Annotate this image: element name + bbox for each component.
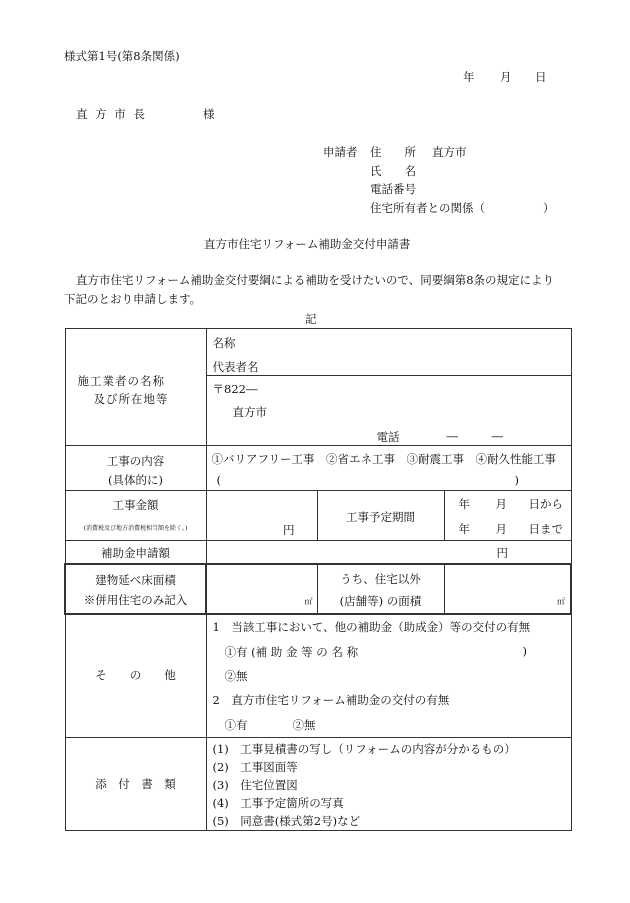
- non-residential-label-cell: [317, 564, 444, 614]
- subsidy-label: 補助金申請額: [101, 546, 170, 560]
- floor-area-unit: ㎡: [304, 597, 313, 606]
- others-q1-yes-close: ): [522, 644, 527, 658]
- contractor-label-2: 及び所在地等: [93, 392, 169, 406]
- non-residential-label-1: うち、住宅以外: [340, 572, 421, 586]
- attachment-item: (4) 工事予定箇所の写真: [212, 796, 344, 810]
- subsidy-row: [65, 541, 571, 565]
- work-content-cell[interactable]: [206, 446, 571, 491]
- cost-note: (消費税及び地方消費税相当額を除く。): [83, 525, 188, 532]
- floor-area-label-2: ※併用住宅のみ記入: [83, 593, 188, 607]
- contractor-city: 直方市: [232, 405, 267, 419]
- cost-unit: 円: [283, 523, 295, 537]
- floor-area-value-cell[interactable]: [206, 564, 317, 614]
- subsidy-unit: 円: [496, 546, 508, 560]
- to-suffix: 日まで: [528, 522, 563, 536]
- work-type-options[interactable]: ①バリアフリー工事 ②省エネ工事 ③耐震工事 ④耐久性能工事: [211, 452, 557, 466]
- phone-label: 電話番号: [370, 182, 416, 196]
- addressee: 直 方 市 長: [76, 107, 147, 121]
- to-month: 月: [495, 522, 507, 536]
- non-residential-value-cell[interactable]: [444, 564, 571, 614]
- contractor-label-1: 施工業者の名称: [77, 374, 165, 388]
- floor-area-label-1: 建物延べ床面積: [95, 573, 176, 587]
- others-label-cell: [65, 614, 206, 738]
- name-label: 氏 名: [370, 164, 416, 178]
- relation-close: ）: [543, 201, 555, 215]
- application-table: [64, 328, 572, 831]
- attachments-label-cell: [65, 738, 206, 831]
- contractor-phone-label: 電話: [376, 430, 400, 444]
- attachment-item: (3) 住宅位置図: [212, 778, 298, 792]
- others-q2-no[interactable]: ②無: [292, 718, 316, 732]
- contractor-name-label: 名称: [212, 336, 236, 350]
- attachments-list-cell: [206, 738, 571, 831]
- others-label: そ の 他: [95, 668, 176, 682]
- others-q1-no[interactable]: ②無: [224, 669, 248, 683]
- intro-line-1: 直方市住宅リフォーム補助金交付要綱による補助を受けたいので、同要綱第8条の規定により: [76, 273, 555, 287]
- relation-label: 住宅所有者との関係（: [370, 201, 485, 215]
- attachment-item: (5) 同意書(様式第2号)など: [212, 814, 361, 828]
- intro-line-2: 下記のとおり申請します。: [64, 292, 202, 306]
- addressee-suffix: 様: [203, 107, 215, 121]
- date-month: 月: [500, 70, 512, 84]
- attachments-row: [65, 738, 571, 831]
- non-residential-unit: ㎡: [557, 597, 566, 606]
- others-content-cell[interactable]: [206, 614, 571, 738]
- form-number: 様式第1号(第8条関係): [64, 49, 180, 63]
- period-label-cell: [317, 491, 444, 541]
- postal-code: 〒822―: [212, 382, 258, 396]
- from-year: 年: [458, 497, 470, 511]
- phone-dash-1: ―: [446, 429, 458, 443]
- subsidy-label-cell: [65, 541, 206, 565]
- subsidy-amount-cell[interactable]: [206, 541, 571, 565]
- work-paren-open: (: [216, 473, 221, 487]
- cost-row: [65, 491, 571, 541]
- work-content-label-2: (具体的に): [108, 473, 163, 487]
- attachment-item: (1) 工事見積書の写し（リフォームの内容が分かるもの）: [212, 742, 516, 756]
- contractor-address-cell[interactable]: [206, 376, 571, 446]
- applicant-role: 申請者: [323, 145, 358, 159]
- others-q2-yes[interactable]: ①有: [224, 718, 248, 732]
- contractor-row: [65, 329, 571, 376]
- work-content-label-cell: [65, 446, 206, 491]
- work-content-label-1: 工事の内容: [106, 454, 165, 468]
- non-residential-label-2: (店舗等) の面積: [339, 594, 422, 608]
- phone-dash-2: ―: [491, 429, 503, 443]
- contractor-name-cell[interactable]: [206, 329, 571, 376]
- address-value: 直方市: [432, 145, 467, 159]
- date-day: 日: [535, 70, 547, 84]
- others-q2: 2 直方市住宅リフォーム補助金の交付の有無: [212, 693, 450, 707]
- period-label: 工事予定期間: [346, 510, 415, 524]
- document-title: 直方市住宅リフォーム補助金交付申請書: [204, 237, 411, 251]
- from-month: 月: [495, 497, 507, 511]
- floor-area-row: [65, 564, 571, 614]
- to-year: 年: [458, 522, 470, 536]
- contractor-label-cell: [65, 329, 206, 446]
- work-content-row: [65, 446, 571, 491]
- attachment-item: (2) 工事図面等: [212, 760, 298, 774]
- work-paren-close: ): [514, 473, 519, 487]
- period-dates-cell[interactable]: [444, 491, 571, 541]
- others-row: [65, 614, 571, 738]
- others-q1-yes[interactable]: ①有 (補 助 金 等 の 名 称: [224, 645, 359, 659]
- cost-label-cell: [65, 491, 206, 541]
- ki-mark: 記: [305, 312, 317, 326]
- address-label: 住 所: [370, 145, 416, 159]
- representative-label: 代表者名: [212, 360, 259, 374]
- date-year: 年: [463, 70, 475, 84]
- from-suffix: 日から: [528, 497, 563, 511]
- cost-label: 工事金額: [112, 498, 159, 512]
- cost-amount-cell[interactable]: [206, 491, 317, 541]
- attachments-label: 添 付 書 類: [95, 777, 176, 791]
- floor-area-label-cell: [65, 564, 206, 614]
- others-q1: 1 当該工事において、他の補助金（助成金）等の交付の有無: [212, 620, 531, 634]
